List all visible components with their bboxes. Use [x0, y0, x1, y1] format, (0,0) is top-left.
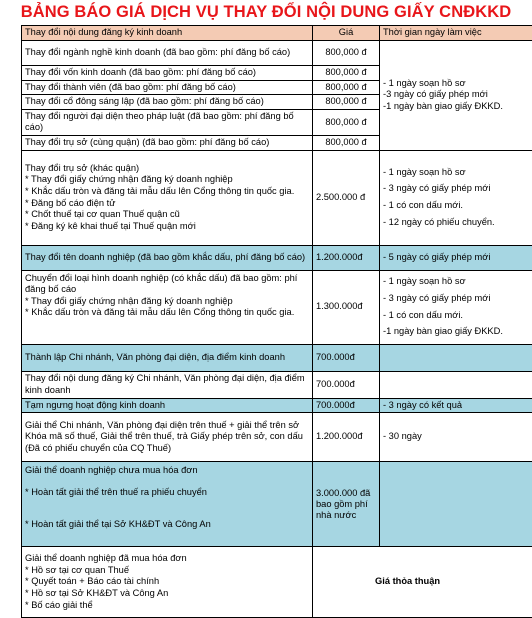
row-price: 1.200.000đ	[313, 245, 380, 270]
table-row-branch-setup	[22, 344, 532, 371]
table-row-suspension	[22, 398, 532, 413]
row-price: 1.300.000đ	[313, 270, 380, 344]
time-line: -1 ngày bàn giao giấy ĐKKD.	[383, 326, 532, 338]
content-line: * Bố cáo giải thể	[25, 600, 309, 612]
row-time	[380, 344, 532, 371]
content-line: Giải thể Chi nhánh, Văn phòng đại diện trên thuế + giải thể trên sở	[25, 420, 309, 432]
time-line: -3 ngày có giấy phép mới	[383, 89, 532, 101]
time-line: - 1 ngày soạn hồ sơ	[383, 78, 532, 90]
page-title: BẢNG BÁO GIÁ DỊCH VỤ THAY ĐỔI NỘI DUNG GIẤY CNĐKKD	[0, 3, 532, 22]
content-line: * Hồ sơ tại cơ quan Thuế	[25, 565, 309, 577]
table-row-branch-change	[22, 371, 532, 398]
price-table	[21, 25, 532, 618]
table-row-branch-dissolution	[22, 413, 532, 462]
table-row	[22, 41, 532, 66]
table-header-row	[22, 26, 532, 41]
table-row-dissolution-no-invoice	[22, 462, 532, 547]
row-time	[380, 270, 532, 344]
content-line: * Thay đổi giấy chứng nhận đăng ký doanh nghiệp	[25, 296, 309, 308]
header-price: Giá	[313, 26, 380, 41]
row-time: - 5 ngày có giấy phép mới	[380, 245, 532, 270]
content-line: * Đăng bố cáo điện tử	[25, 198, 309, 210]
row-price: Giá thỏa thuận	[313, 547, 532, 618]
row-price: 800,000 đ	[313, 109, 380, 135]
row-content: Thành lập Chi nhánh, Văn phòng đại diện, địa điểm kinh doanh	[22, 344, 313, 371]
content-line: * Hoàn tất giải thể trên thuế ra phiếu chuyển	[25, 487, 309, 499]
row-content: Thay đổi thành viên (đã bao gồm: phí đăng bố cáo)	[22, 80, 313, 95]
row-price: 800,000 đ	[313, 135, 380, 150]
time-line: -1 ngày bàn giao giấy ĐKKD.	[383, 101, 532, 113]
content-line: * Hoàn tất giải thể tại Sở KH&ĐT và Công An	[25, 519, 309, 531]
content-line: * Đăng ký kê khai thuế tại Thuế quận mới	[25, 221, 309, 233]
content-line: * Chốt thuế tại cơ quan Thuế quận cũ	[25, 209, 309, 221]
content-line: Giải thể doanh nghiệp chưa mua hóa đơn	[25, 465, 309, 477]
content-line: * Khắc dấu tròn và đăng tải mẫu dấu lên Cổng thông tin quốc gia.	[25, 186, 309, 198]
table-row-name-change	[22, 245, 532, 270]
row-time	[380, 462, 532, 547]
table-row-hq-other-district	[22, 150, 532, 245]
content-line: Chuyển đổi loại hình doanh nghiệp (có khắc dấu) đã bao gồm: phí đăng bố cáo	[25, 273, 309, 296]
row-content: Thay đổi vốn kinh doanh (đã bao gồm: phí đăng bố cáo)	[22, 66, 313, 81]
time-line: - 3 ngày có giấy phép mới	[383, 183, 532, 195]
table-row-type-conversion	[22, 270, 532, 344]
row-content: Tạm ngưng hoạt động kinh doanh	[22, 398, 313, 413]
row-content: Thay đổi ngành nghề kinh doanh (đã bao gồm: phí đăng bố cáo)	[22, 41, 313, 66]
content-line: * Khắc dấu tròn và đăng tải mẫu dấu lên Cổng thông tin quốc gia.	[25, 307, 309, 319]
row-content: Thay đổi nội dung đăng ký Chi nhánh, Văn phòng đại diện, địa điểm kinh doanh	[22, 371, 313, 398]
row-content	[22, 462, 313, 547]
content-line: Thay đổi trụ sở (khác quận)	[25, 163, 309, 175]
content-line: * Hồ sơ tại Sở KH&ĐT và Công An	[25, 588, 309, 600]
row-price: 800,000 đ	[313, 95, 380, 110]
content-line: Giải thể doanh nghiệp đã mua hóa đơn	[25, 553, 309, 565]
time-line: - 1 có con dấu mới.	[383, 200, 532, 212]
time-line: - 1 có con dấu mới.	[383, 310, 532, 322]
row-price: 1.200.000đ	[313, 413, 380, 462]
row-time: - 3 ngày có kết quả	[380, 398, 532, 413]
time-line: - 12 ngày có phiếu chuyển.	[383, 217, 532, 229]
content-line: * Quyết toán + Báo cáo tài chính	[25, 576, 309, 588]
row-price: 800,000 đ	[313, 66, 380, 81]
time-line: - 3 ngày có giấy phép mới	[383, 293, 532, 305]
row-price: 700.000đ	[313, 371, 380, 398]
row-content: Thay đổi trụ sở (cùng quận) (đã bao gồm: phí đăng bố cáo)	[22, 135, 313, 150]
row-time	[380, 41, 532, 151]
content-line: * Thay đổi giấy chứng nhận đăng ký doanh nghiệp	[25, 174, 309, 186]
header-time: Thời gian ngày làm việc	[380, 26, 532, 41]
row-price: 800,000 đ	[313, 41, 380, 66]
row-price: 3.000.000 đã bao gồm phí nhà nước	[313, 462, 380, 547]
row-price: 700.000đ	[313, 344, 380, 371]
time-line: - 1 ngày soạn hồ sơ	[383, 276, 532, 288]
row-price: 2.500.000 đ	[313, 150, 380, 245]
row-content	[22, 270, 313, 344]
header-content: Thay đổi nội dung đăng ký kinh doanh	[22, 26, 313, 41]
table-row-dissolution-with-invoice	[22, 547, 532, 618]
row-content	[22, 150, 313, 245]
time-line: - 1 ngày soạn hồ sơ	[383, 167, 532, 179]
row-time	[380, 150, 532, 245]
content-line: Khóa mã số thuế, Giải thể trên thuế, trả Giấy phép trên sở, con dấu (Đã có phiếu chuyển của CQ Thuế)	[25, 431, 309, 454]
row-content: Thay đổi cổ đông sáng lập (đã bao gồm: phí đăng bố cáo)	[22, 95, 313, 110]
row-content	[22, 547, 313, 618]
row-price: 700.000đ	[313, 398, 380, 413]
row-content: Thay đổi tên doanh nghiệp (đã bao gồm khắc dấu, phí đăng bố cáo)	[22, 245, 313, 270]
row-price: 800,000 đ	[313, 80, 380, 95]
row-time: - 30 ngày	[380, 413, 532, 462]
row-content: Thay đổi người đại diện theo pháp luật (đã bao gồm: phí đăng bố cáo)	[22, 109, 313, 135]
row-content	[22, 413, 313, 462]
row-time	[380, 371, 532, 398]
